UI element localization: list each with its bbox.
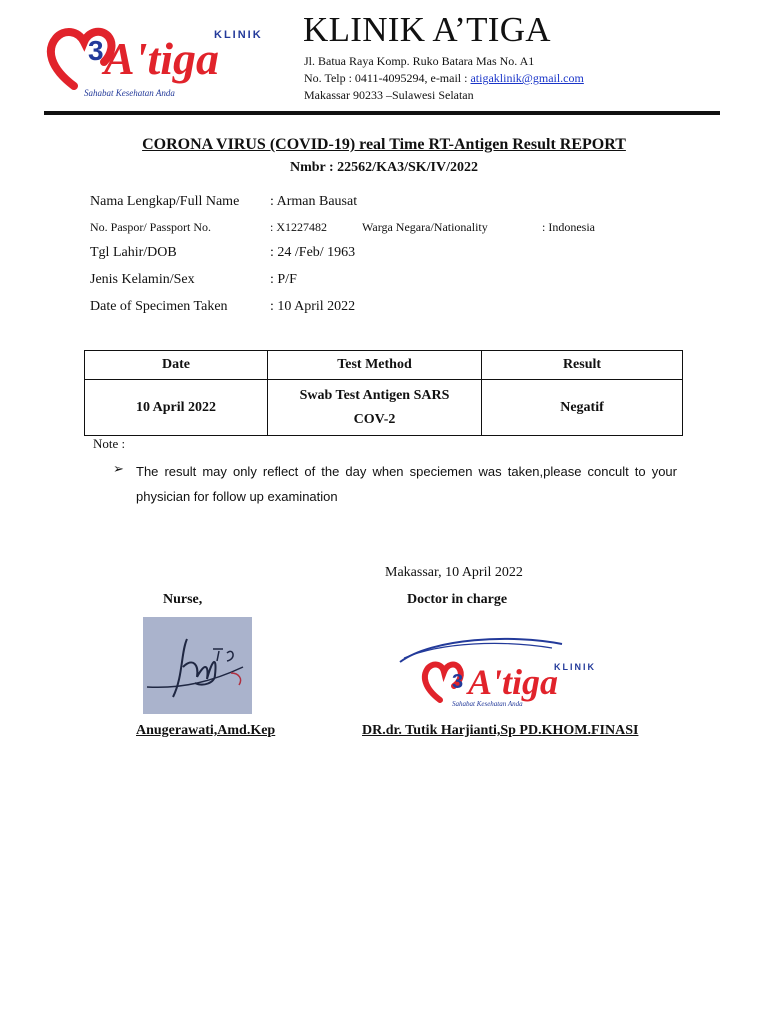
header-test-method: Test Method — [268, 351, 482, 380]
sex-value: : P/F — [270, 272, 297, 287]
sex-label: Jenis Kelamin/Sex — [90, 272, 195, 287]
arrow-bullet-icon: ➢ — [113, 461, 124, 476]
dob-label: Tgl Lahir/DOB — [90, 245, 177, 260]
note-text: The result may only reflect of the day when speciemen was taken,please concult to your physician for follow up examination — [136, 464, 677, 504]
results-table — [84, 350, 683, 436]
place-date: Makassar, 10 April 2022 — [385, 565, 523, 580]
clinic-stamp — [392, 628, 632, 708]
svg-text:A'tiga: A'tiga — [104, 33, 220, 84]
name-value: : Arman Bausat — [270, 194, 358, 209]
clinic-name: KLINIK A’TIGA — [303, 10, 551, 49]
clinic-city: Makassar 90233 –Sulawesi Selatan — [304, 88, 474, 102]
specimen-date-label: Date of Specimen Taken — [90, 299, 228, 314]
specimen-date-value: : 10 April 2022 — [270, 299, 356, 314]
header-divider — [44, 111, 720, 115]
svg-text:KLINIK: KLINIK — [554, 662, 596, 672]
svg-text:3: 3 — [88, 35, 104, 66]
email-link[interactable]: atigaklinik@gmail.com — [470, 71, 584, 85]
doctor-role: Doctor in charge — [407, 592, 508, 607]
doctor-name: DR.dr. Tutik Harjianti,Sp PD.KHOM.FINASI — [362, 723, 639, 738]
svg-text:A'tiga: A'tiga — [468, 662, 559, 702]
name-label: Nama Lengkap/Full Name — [90, 194, 240, 209]
nurse-name: Anugerawati,Amd.Kep — [136, 723, 276, 738]
nationality-label: Warga Negara/Nationality — [362, 220, 488, 234]
cell-test-method — [268, 380, 482, 436]
svg-text:Sahabat Kesehatan Anda: Sahabat Kesehatan Anda — [84, 88, 175, 98]
report-title: CORONA VIRUS (COVID-19) real Time RT-Antigen Result REPORT — [142, 136, 626, 153]
cell-result: Negatif — [482, 380, 683, 436]
nurse-role: Nurse, — [163, 592, 203, 607]
note-label: Note : — [93, 436, 126, 451]
svg-text:3: 3 — [452, 671, 464, 693]
header-date: Date — [85, 351, 268, 380]
nurse-signature — [143, 617, 252, 714]
table-header-row — [85, 351, 683, 380]
clinic-address: Jl. Batua Raya Komp. Ruko Batara Mas No. A1 — [304, 54, 535, 68]
passport-label: No. Paspor/ Passport No. — [90, 220, 212, 234]
svg-text:KLINIK: KLINIK — [214, 29, 263, 41]
passport-value: : X1227482 — [270, 220, 327, 234]
clinic-contact — [304, 71, 584, 86]
phone-text: No. Telp : 0411-4095294, e-mail : — [304, 71, 471, 85]
svg-text:Sahabat Kesehatan Anda: Sahabat Kesehatan Anda — [452, 700, 523, 708]
header-result: Result — [482, 351, 683, 380]
table-row — [85, 380, 683, 436]
nationality-value: : Indonesia — [542, 220, 595, 234]
clinic-logo — [44, 16, 270, 102]
dob-value: : 24 /Feb/ 1963 — [270, 245, 356, 260]
cell-date: 10 April 2022 — [85, 380, 268, 436]
test-method-text: Swab Test Antigen SARS COV-2 — [299, 387, 450, 427]
report-number: Nmbr : 22562/KA3/SK/IV/2022 — [290, 160, 478, 175]
